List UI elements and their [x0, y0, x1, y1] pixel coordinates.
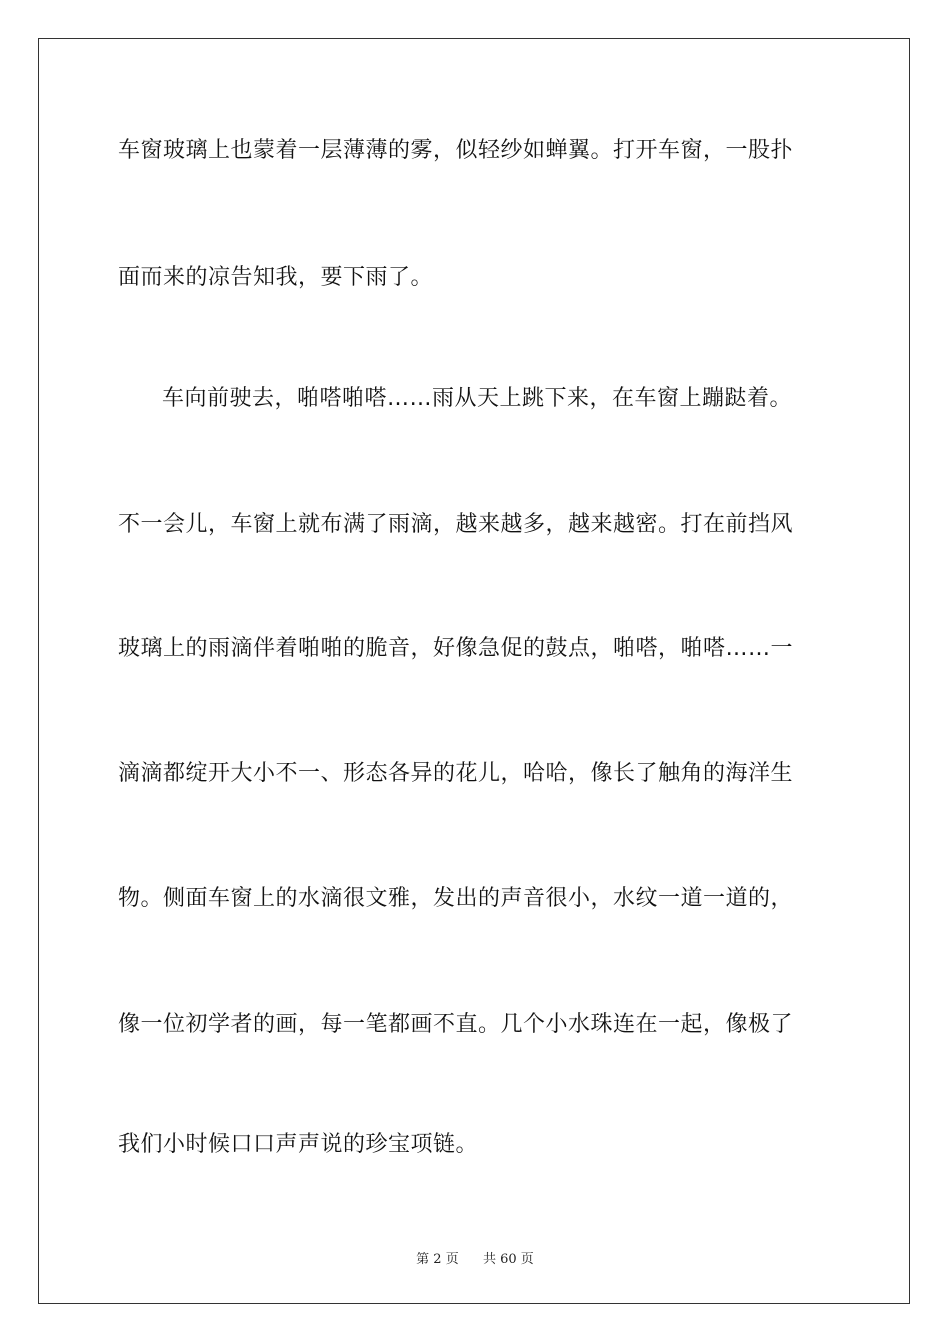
paragraph-line-6: 滴滴都绽开大小不一、形态各异的花儿，哈哈，像长了触角的海洋生 — [118, 761, 794, 786]
paragraph-line-2: 面而来的凉告知我，要下雨了。 — [118, 265, 434, 290]
page-total: 共 60 页 — [483, 1252, 534, 1267]
page-number: 第 2 页 — [416, 1252, 459, 1267]
page-border — [38, 38, 910, 1304]
page-footer — [0, 1248, 950, 1267]
paragraph-line-1: 车窗玻璃上也蒙着一层薄薄的雾，似轻纱如蝉翼。打开车窗，一股扑 — [118, 138, 794, 163]
paragraph-line-5: 玻璃上的雨滴伴着啪啪的脆音，好像急促的鼓点，啪嗒，啪嗒……一 — [118, 636, 794, 661]
paragraph-line-3: 车向前驶去，啪嗒啪嗒……雨从天上跳下来，在车窗上蹦跶着。 — [162, 386, 793, 411]
paragraph-line-9: 我们小时候口口声声说的珍宝项链。 — [118, 1132, 479, 1157]
paragraph-line-8: 像一位初学者的画，每一笔都画不直。几个小水珠连在一起，像极了 — [118, 1012, 794, 1037]
paragraph-line-4: 不一会儿，车窗上就布满了雨滴，越来越多，越来越密。打在前挡风 — [118, 512, 794, 537]
paragraph-line-7: 物。侧面车窗上的水滴很文雅，发出的声音很小，水纹一道一道的， — [118, 886, 794, 911]
